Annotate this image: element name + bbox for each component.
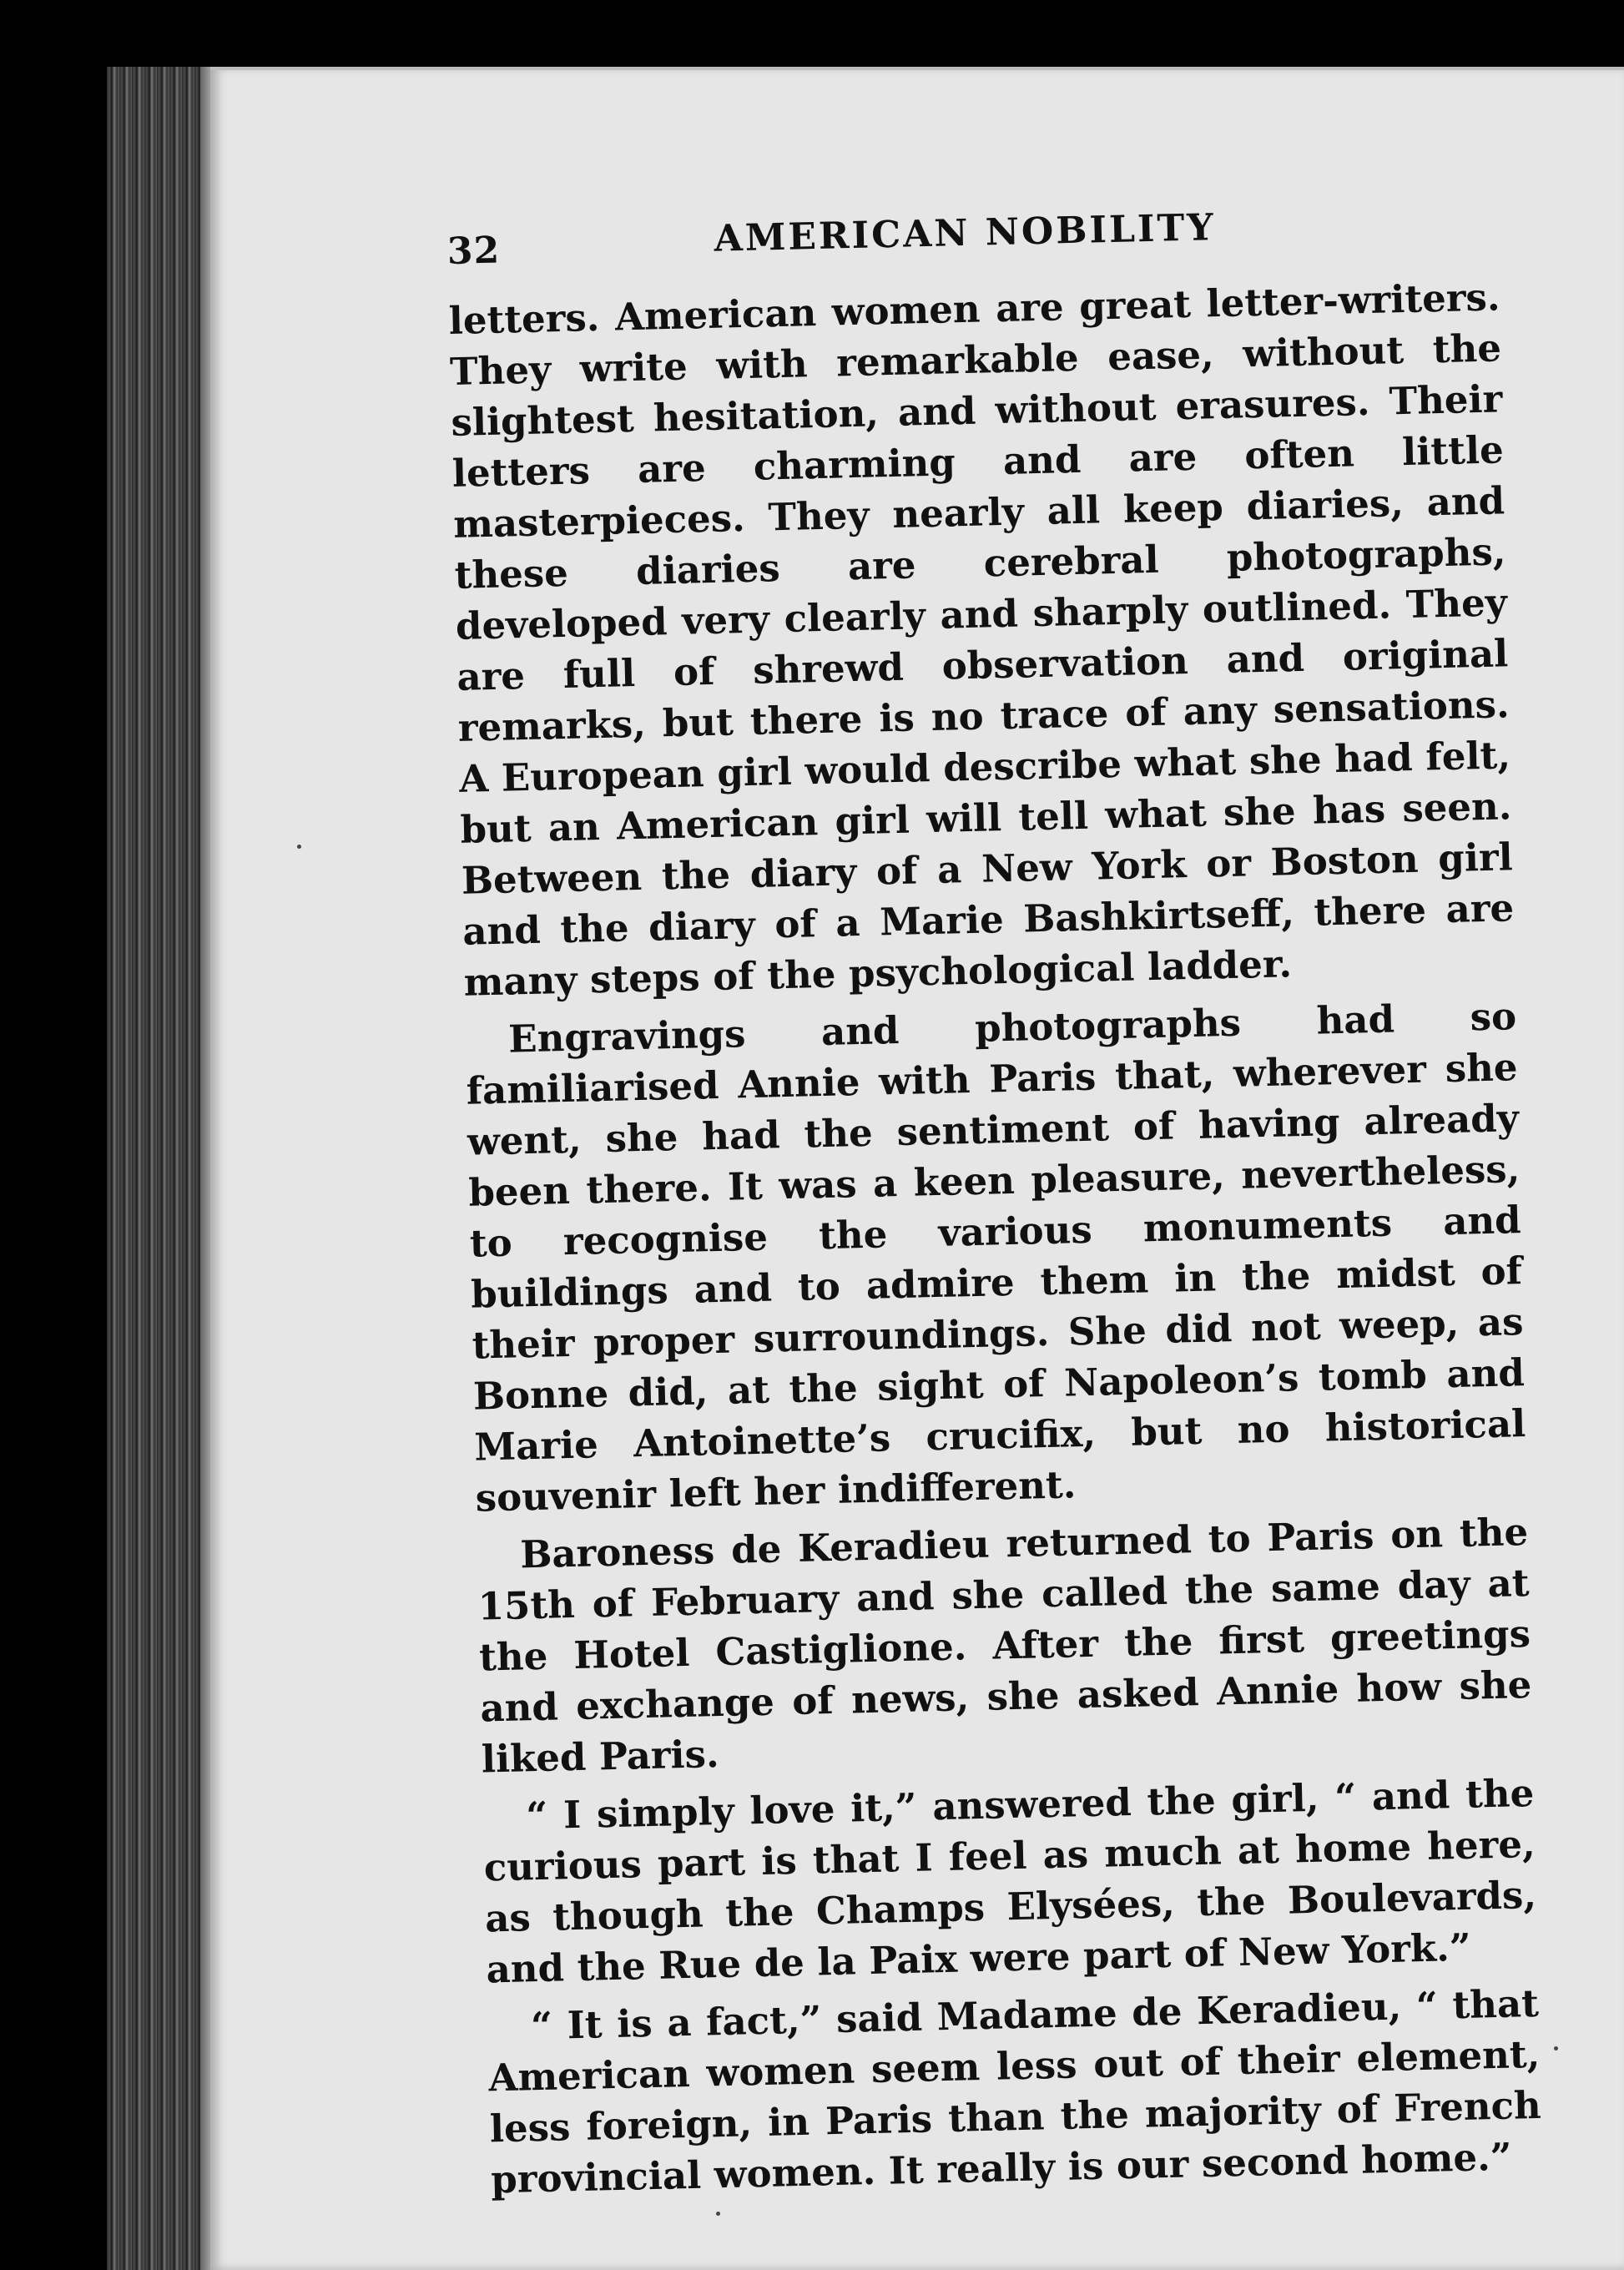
paragraph-madame-reply: “ It is a fact,” said Madame de Keradieu, “ that American women seem less out of their element, less foreign, in Paris than the majority of French provincial women. It really is our second home.” xyxy=(487,1980,1542,2202)
paragraph-engravings: Engravings and photographs had so familiarised Annie with Paris that, wherever she went, she had the sentiment of having already been there. It was a keen pleasure, nevertheless, to recognise the various monuments and buildings and to admire them in the midst of their proper surroundings. She did not weep, as Bonne did, at the sight of Napoleon’s tomb and Marie Antoinette’s crucifix, but no historical souvenir left her indifferent. xyxy=(466,994,1526,1521)
paragraph-annie-reply: “ I simply love it,” answered the girl, “ and the curious part is that I feel as much at home here, as though the Champs Elysées, the Boulevards, and the Rue de la Paix were part of New York.” xyxy=(483,1770,1537,1992)
dust-speck xyxy=(716,2212,720,2216)
paragraph-baroness-returns: Baroness de Keradieu returned to Paris on the 15th of February and she called the same day at the Hotel Castiglione. After the first greetings and exchange of news, she asked Annie how she liked Paris. xyxy=(477,1510,1532,1782)
dust-speck xyxy=(297,845,301,849)
dust-speck xyxy=(1554,2046,1558,2051)
page-text-block xyxy=(446,194,1543,2205)
page-number: 32 xyxy=(446,229,501,273)
running-head: AMERICAN NOBILITY xyxy=(714,206,1217,260)
book-page-edges xyxy=(107,67,215,2270)
page-top-edge xyxy=(210,67,1624,70)
paragraph-continuation: letters. American women are great letter-writers. They write with remarkable ease, without the slightest hesitation, and without erasures. Their letters are charming and are often little masterpieces. They nearly all keep diaries, and these diaries are cerebral photographs, developed very clearly and sharply outlined. They are full of shrewd observation and original remarks, but there is no trace of any sensations. A European girl would describe what she had felt, but an American girl will tell what she has seen. Between the diary of a New York or Boston girl and the diary of a Marie Bashkirtseff, there are many steps of the psychological ladder. xyxy=(448,275,1515,1005)
